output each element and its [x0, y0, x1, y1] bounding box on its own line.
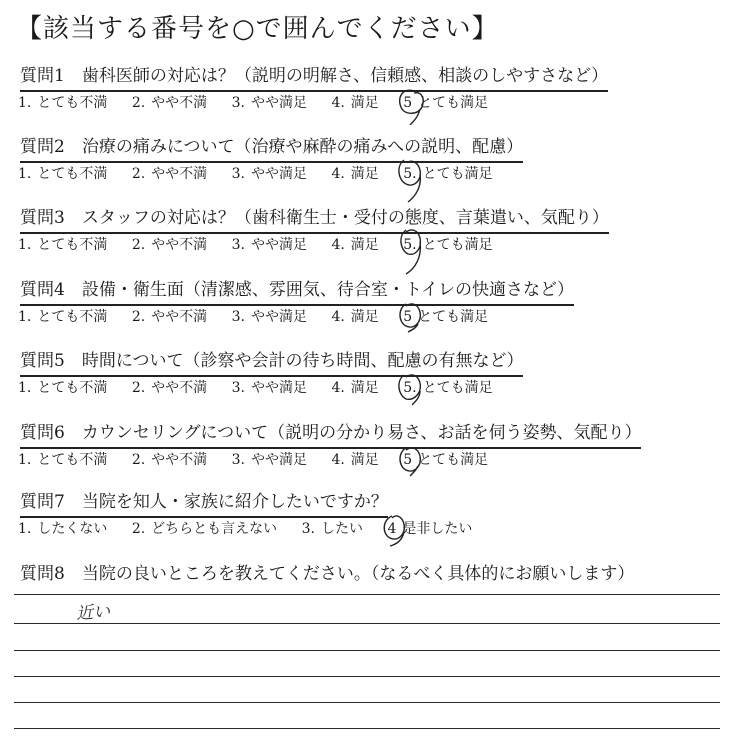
question-8	[14, 562, 734, 625]
q5-option-1[interactable]: 1. とても不満	[18, 380, 108, 396]
q5-option-3[interactable]: 3. やや満足	[231, 380, 307, 396]
q1-option-5-selected[interactable]: 5 とても満足	[403, 93, 488, 113]
q4-option-2[interactable]: 2. やや不満	[131, 309, 208, 325]
q2-option-4[interactable]: 4. 満足	[331, 166, 379, 182]
handwritten-answer: 近い	[75, 601, 111, 625]
question-2-options	[18, 164, 513, 184]
q4-option-5-selected[interactable]: 5 とても満足	[403, 307, 488, 327]
question-5-label: 質問5 時間について（診察や会計の待ち時間、配慮の有無など）	[20, 349, 523, 377]
q7-option-4-selected[interactable]: 4 是非したい	[387, 519, 472, 539]
q7-option-2[interactable]: 2. どちらとも言えない	[131, 521, 278, 537]
question-5	[14, 349, 734, 409]
answer-line	[14, 728, 720, 729]
q1-option-2[interactable]: 2. やや不満	[131, 95, 208, 111]
question-3-label: 質問3 スタッフの対応は？（歯科衛生士・受付の態度、言葉遣い、気配り）	[20, 206, 609, 234]
q3-option-1[interactable]: 1. とても不満	[18, 237, 108, 253]
question-6-label: 質問6 カウンセリングについて（説明の分かり易さ、お話を伺う姿勢、気配り）	[20, 421, 641, 449]
question-4-label: 質問4 設備・衛生面（清潔感、雰囲気、待合室・トイレの快適さなど）	[20, 278, 574, 306]
question-1-label: 質問1 歯科医師の対応は？（説明の明解さ、信頼感、相談のしやすさなど）	[20, 64, 608, 92]
q7-option-1[interactable]: 1. したくない	[18, 521, 108, 537]
q2-option-1[interactable]: 1. とても不満	[18, 166, 108, 182]
q2-option-2[interactable]: 2. やや不満	[131, 166, 208, 182]
q3-option-2[interactable]: 2. やや不満	[131, 237, 208, 253]
q5-option-2[interactable]: 2. やや不満	[131, 380, 208, 396]
q1-option-3[interactable]: 3. やや満足	[231, 95, 307, 111]
answer-line	[14, 594, 720, 595]
question-3	[14, 206, 734, 266]
q3-option-3[interactable]: 3. やや満足	[231, 237, 307, 253]
question-6	[14, 421, 734, 481]
question-7-options	[18, 519, 492, 539]
question-2	[14, 135, 734, 195]
question-4-options	[18, 307, 508, 327]
question-3-options	[18, 235, 513, 255]
q2-option-5-selected[interactable]: 5. とても満足	[403, 164, 492, 184]
question-5-options	[18, 378, 513, 398]
q6-option-5-selected[interactable]: 5 とても満足	[403, 450, 488, 470]
q2-option-3[interactable]: 3. やや満足	[231, 166, 307, 182]
q6-option-1[interactable]: 1. とても不満	[18, 452, 108, 468]
form-title: 【該当する番号を○で囲んでください】	[16, 14, 499, 44]
q4-option-3[interactable]: 3. やや満足	[231, 309, 307, 325]
question-7	[14, 490, 734, 550]
q5-option-5-selected[interactable]: 5. とても満足	[403, 378, 492, 398]
q6-option-2[interactable]: 2. やや不満	[131, 452, 208, 468]
question-8-label: 質問8 当院の良いところを教えてください。（なるべく具体的にお願いします）	[20, 564, 635, 584]
question-1	[14, 64, 734, 124]
answer-line	[14, 676, 720, 677]
q5-option-4[interactable]: 4. 満足	[331, 380, 379, 396]
q1-option-4[interactable]: 4. 満足	[331, 95, 379, 111]
q1-option-1[interactable]: 1. とても不満	[18, 95, 108, 111]
q3-option-5-selected[interactable]: 5. とても満足	[403, 235, 492, 255]
question-2-label: 質問2 治療の痛みについて（治療や麻酔の痛みへの説明、配慮）	[20, 135, 523, 163]
question-4	[14, 278, 734, 338]
q4-option-1[interactable]: 1. とても不満	[18, 309, 108, 325]
q6-option-4[interactable]: 4. 満足	[331, 452, 379, 468]
question-6-options	[18, 450, 508, 470]
answer-line	[14, 702, 720, 703]
q7-option-3[interactable]: 3. したい	[301, 521, 363, 537]
question-1-options	[18, 93, 508, 113]
q3-option-4[interactable]: 4. 満足	[331, 237, 379, 253]
answer-line	[14, 601, 720, 625]
answer-line	[14, 650, 720, 651]
question-7-label: 質問7 当院を知人・家族に紹介したいですか？	[20, 490, 388, 518]
q6-option-3[interactable]: 3. やや満足	[231, 452, 307, 468]
q4-option-4[interactable]: 4. 満足	[331, 309, 379, 325]
